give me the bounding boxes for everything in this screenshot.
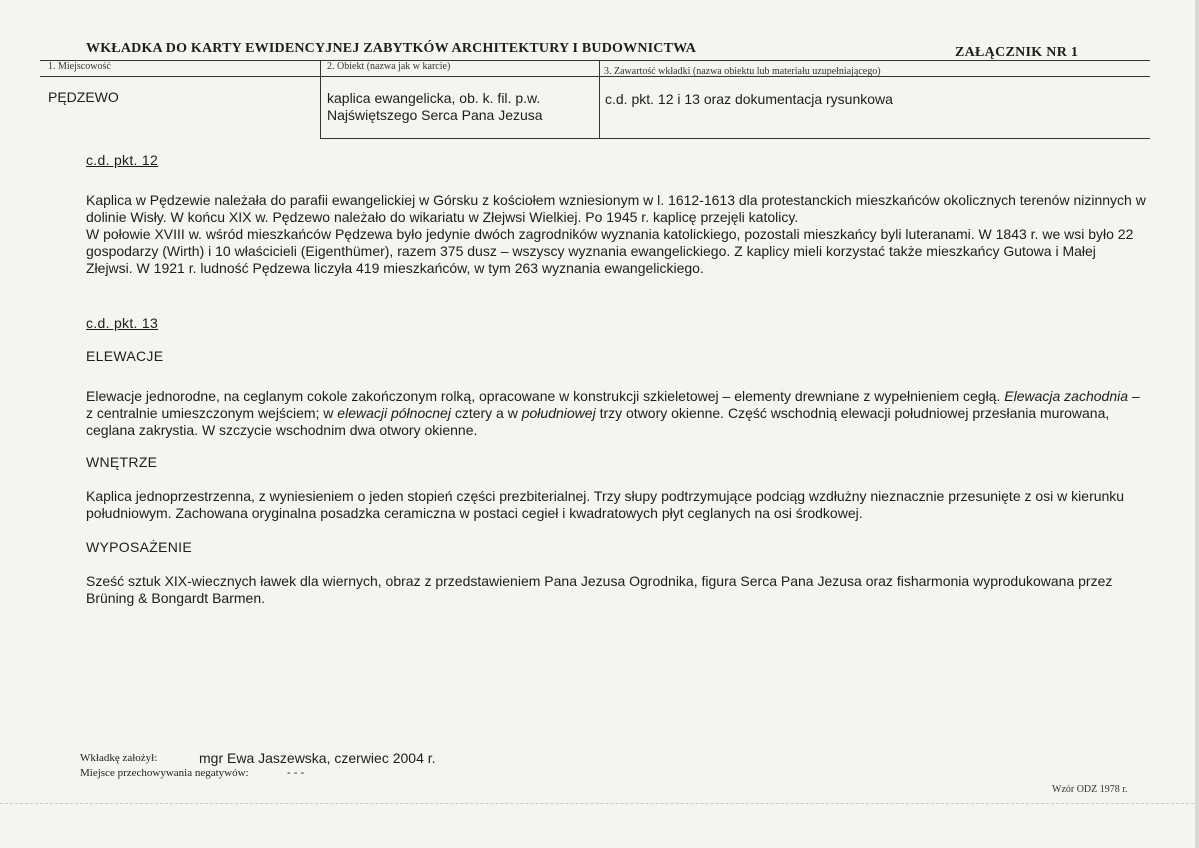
elevations-west-label: Elewacja zachodnia [1004,388,1129,404]
scan-fold-line [0,803,1199,804]
locality-value: PĘDZEWO [48,89,119,105]
author-value: mgr Ewa Jaszewska, czerwiec 2004 r. [199,750,436,766]
locality-label: 1. Miejscowość [48,61,111,72]
elevations-text-b: – z centralnie umieszczonym wejściem; w [86,388,1140,421]
form-code: Wzór ODZ 1978 r. [1052,784,1128,795]
table-header-rule [40,76,1150,77]
object-value-line-1: kaplica ewangelicka, ob. k. fil. p.w. [327,90,541,106]
section-12-reference: c.d. pkt. 12 [86,152,159,168]
contents-value: c.d. pkt. 12 i 13 oraz dokumentacja rysunkowa [605,91,893,107]
section-13-reference: c.d. pkt. 13 [86,315,159,331]
annex-number: ZAŁĄCZNIK NR 1 [955,45,1079,60]
author-label: Wkładkę założył: [80,752,158,764]
table-divider-1 [320,60,321,138]
interior-paragraph: Kaplica jednoprzestrzenna, z wyniesieniem o jeden stopień części prezbiterialnej. Trzy słupy podtrzymujące podciąg wzdłużny nieznacznie przesunięte z osi w kierunku południowym. Zachowana oryginalna posadzka ceramiczna w postaci cegieł i kwadratowych płyt ceglanych na osi środkowej. [86,488,1125,521]
scan-edge-shadow [1195,0,1199,848]
elevations-north-label: elewacji północnej [337,405,451,421]
furnishings-heading: WYPOSAŻENIE [86,539,192,555]
table-top-rule [40,60,1150,61]
section-12-paragraph-2: W połowie XVIII w. wśród mieszkańców Pędzewa było jedynie dwóch zagrodników wyznania katolickiego, pozostali mieszkańcy byli luteranami. W 1843 r. we wsi było 22 gospodarzy (Wirth) i 10 właścicieli (Eigenthümer), razem 375 dusz – wszyscy wyznania ewangelickiego. Z kaplicy mieli korzystać także mieszkańcy Gutowa i Małej Złejwsi. W 1921 r. ludność Pędzewa liczyła 419 mieszkańców, w tym 263 wyznania ewangelickiego. [86,226,1134,276]
table-bottom-rule [320,138,1150,139]
contents-label: 3. Zawartość wkładki (nazwa obiektu lub materiału uzupełniającego) [604,66,881,77]
elevations-south-label: południowej [521,405,596,421]
document-title: WKŁADKA DO KARTY EWIDENCYJNEJ ZABYTKÓW ARCHITEKTURY I BUDOWNICTWA [86,41,697,56]
section-12-paragraph-1: Kaplica w Pędzewie należała do parafii ewangelickiej w Górsku z kościołem wzniesionym w l. 1612-1613 dla protestanckich mieszkańców okolicznych terenów nizinnych w dolinie Wisły. W końcu XIX w. Pędzewo należało do wikariatu w Złejwsi Wielkiej. Po 1945 r. kaplicę przejęli katolicy. [86,192,1146,225]
negatives-value: - - - [287,767,305,779]
furnishings-paragraph: Sześć sztuk XIX-wiecznych ławek dla wiernych, obraz z przedstawieniem Pana Jezusa Ogrodnika, figura Serca Pana Jezusa oraz fisharmonia wyprodukowana przez Brüning & Bongardt Barmen. [86,573,1113,606]
object-value-line-2: Najświętszego Serca Pana Jezusa [327,107,543,123]
elevations-text-d: trzy otwory okienne. Część wschodnią elewacji południowej przesłania murowana, ceglana zakrystia. W szczycie wschodnim dwa otwory okienne. [86,405,1110,438]
object-label: 2. Obiekt (nazwa jak w karcie) [327,61,451,72]
elevations-paragraph [86,388,1146,439]
elevations-text-a: Elewacje jednorodne, na ceglanym cokole zakończonym rolką, opracowane w konstrukcji szkieletowej – elementy drewniane z wypełnieniem cegłą. [86,388,1005,404]
interior-heading: WNĘTRZE [86,454,158,470]
negatives-label: Miejsce przechowywania negatywów: [80,767,249,779]
table-divider-2 [599,60,600,138]
elevations-heading: ELEWACJE [86,348,164,364]
elevations-text-c: cztery a w [450,405,522,421]
